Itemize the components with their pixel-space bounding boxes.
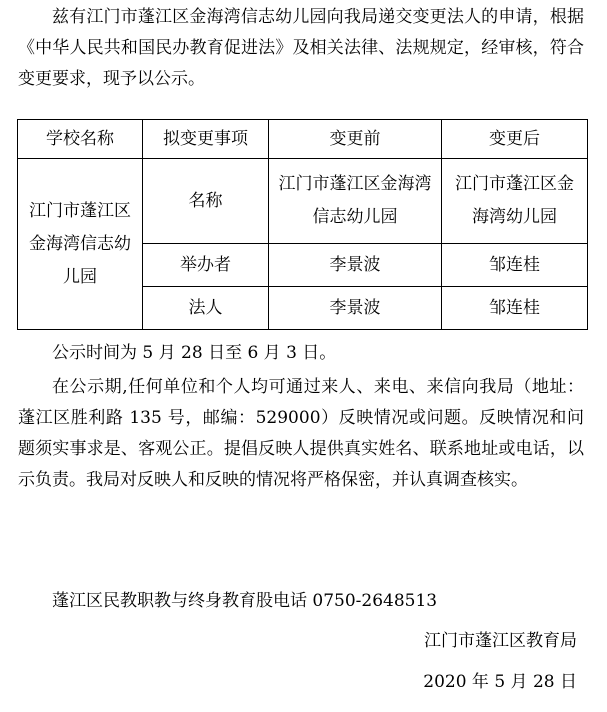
- notice-period-paragraph: 公示时间为 5 月 28 日至 6 月 3 日。: [52, 343, 337, 363]
- after-value-cell: 邹连桂: [442, 244, 588, 287]
- change-table: [17, 119, 588, 330]
- change-item-cell: 名称: [143, 159, 269, 244]
- header-after: 变更后: [442, 120, 588, 159]
- change-item-cell: 举办者: [143, 244, 269, 287]
- signature-date: 2020 年 5 月 28 日: [423, 672, 577, 692]
- header-before: 变更前: [269, 120, 442, 159]
- school-name-cell: 江门市蓬江区金海湾信志幼儿园: [18, 159, 143, 330]
- header-change-item: 拟变更事项: [143, 120, 269, 159]
- table-header-row: [18, 120, 588, 159]
- intro-paragraph: 兹有江门市蓬江区金海湾信志幼儿园向我局递交变更法人的申请，根据《中华人民共和国民办教育促进法》及相关法律、法规规定，经审核，符合变更要求，现予以公示。: [18, 7, 584, 89]
- before-value-cell: 李景波: [269, 244, 442, 287]
- feedback-paragraph: 在公示期,任何单位和个人均可通过来人、来电、来信向我局（地址：蓬江区胜利路 135 号，邮编：529000）反映情况或问题。反映情况和问题须实事求是、客观公正。提倡反映人提供真实姓名、联系地址或电话，以示负责。我局对反映人和反映的情况将严格保密，并认真调查核实。: [18, 377, 584, 490]
- after-value-cell: 江门市蓬江区金海湾幼儿园: [442, 159, 588, 244]
- after-value-cell: 邹连桂: [442, 287, 588, 330]
- table-row: [18, 159, 588, 244]
- change-item-cell: 法人: [143, 287, 269, 330]
- before-value-cell: 李景波: [269, 287, 442, 330]
- before-value-cell: 江门市蓬江区金海湾信志幼儿园: [269, 159, 442, 244]
- header-school-name: 学校名称: [18, 120, 143, 159]
- signature-org: 江门市蓬江区教育局: [424, 631, 577, 651]
- contact-phone-paragraph: 蓬江区民教职教与终身教育股电话 0750-2648513: [52, 591, 438, 611]
